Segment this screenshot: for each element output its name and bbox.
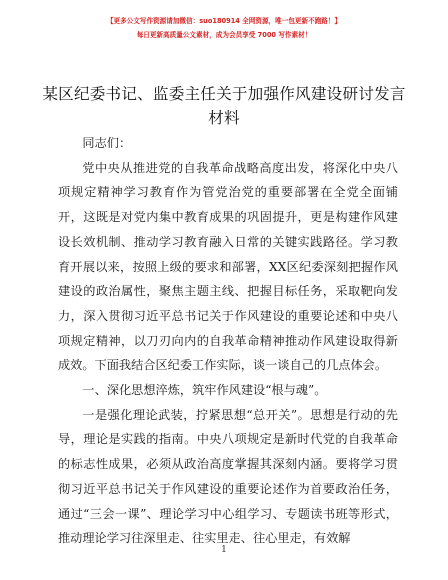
promo-banner	[0, 16, 448, 40]
paragraph-intro: 党中央从推进党的自我革命战略高度出发，将深化中央八项规定精神学习教育作为管党治党的重要部署在全党全面铺开，这既是对党内集中教育成果的巩固提升，更是构建作风建设长效机制、推动学习教育融入日常的关键实践路径。学习教育开展以来，按照上级的要求和部署，XX区纪委深刻把握作风建设的政治属性，聚焦主题主线、把握目标任务，采取靶向发力，深入贯彻习近平总书记关于作风建设的重要论述和中央八项规定精神，以刀刃向内的自我革命精神推动作风建设取得新成效。下面我结合区纪委工作实际，谈一谈自己的几点体会。	[58, 160, 398, 373]
promo-banner-line-1: 【更多公文写作资源请加微信：suo180914 全网资源，唯一包更新不跑路！】	[106, 17, 342, 25]
section-heading: 一、深化思想淬炼，筑牢作风建设“根与魂”。	[82, 383, 327, 398]
document-body	[58, 131, 398, 551]
paragraph-point-one: 一是强化理论武装，拧紧思想“总开关”。思想是行动的先导，理论是实践的指南。中央八项规定是新时代党的自我革命的标志性成果，必须从政治高度掌握其深刻内涵。要将学习贯彻习近平总书记关于作风建设的重要论述作为首要政治任务，通过“三会一课”、理论学习中心组学习、专题读书班等形式，推动理论学习往深里走、往实里走、往心里走，有效解	[58, 407, 398, 546]
salutation: 同志们：	[82, 136, 132, 150]
page-number: 1	[221, 545, 227, 555]
document-title: 某区纪委书记、监委主任关于加强作风建设研讨发言材料	[42, 85, 406, 127]
promo-banner-line-2: 每日更新高质量公文素材，成为会员享受 7000 写作素材！	[136, 31, 312, 39]
